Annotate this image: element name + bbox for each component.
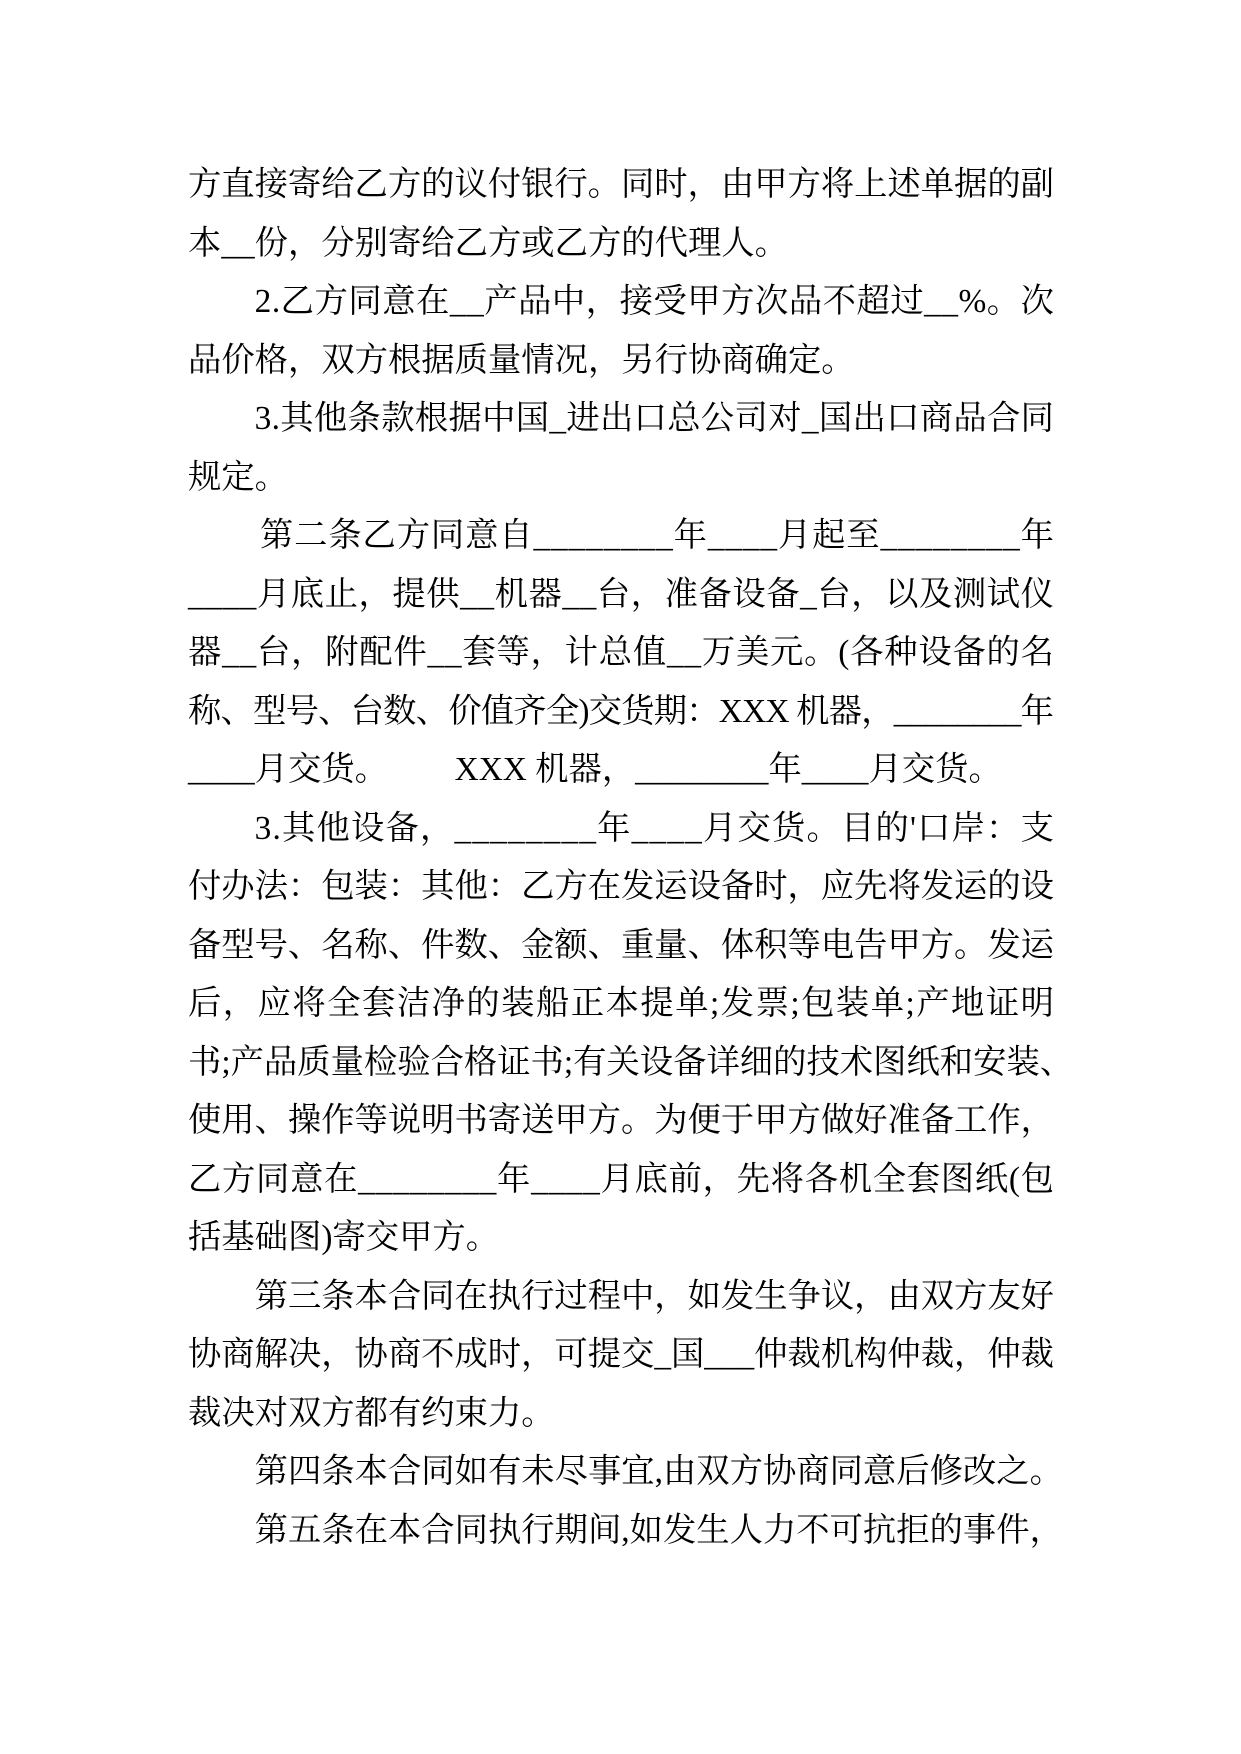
paragraph xyxy=(188,390,1054,507)
paragraph xyxy=(188,800,1074,1268)
text-line: 2.乙方同意在__产品中，接受甲方次品不超过__%。次 xyxy=(254,283,1055,320)
text-line: 第二条乙方同意自________年____月起至________年 xyxy=(260,517,1055,554)
text-line: 括基础图)寄交甲方。 xyxy=(188,1219,500,1256)
paragraph xyxy=(188,507,1054,800)
text-line: 器__台，附配件__套等，计总值__万美元。(各种设备的名 xyxy=(188,634,1055,671)
paragraph xyxy=(188,273,1054,390)
text-line: 书;产品质量检验合格证书;有关设备详细的技术图纸和安装、 xyxy=(188,1043,1074,1081)
text-line: 品价格，双方根据质量情况，另行协商确定。 xyxy=(188,341,855,379)
text-line: 付办法：包装：其他：乙方在发运设备时，应先将发运的设 xyxy=(188,868,1054,905)
text-line: ____月底止，提供__机器__台，准备设备_台，以及测试仪 xyxy=(188,575,1055,613)
paragraph xyxy=(188,1268,1054,1444)
paragraph xyxy=(188,156,1054,273)
text-line: 协商解决，协商不成时，可提交_国___仲裁机构仲裁，仲裁 xyxy=(188,1336,1054,1373)
text-line: 后，应将全套洁净的装船正本提单;发票;包装单;产地证明 xyxy=(188,985,1056,1022)
text-line: 规定。 xyxy=(188,458,288,496)
text-line: ____月交货。 XXX 机器，________年____月交货。 xyxy=(188,751,1002,788)
text-line: 称、型号、台数、价值齐全)交货期：XXX 机器，________年 xyxy=(188,692,1054,730)
text-line: 方直接寄给乙方的议付银行。同时，由甲方将上述单据的副 xyxy=(188,166,1054,203)
text-line: 使用、操作等说明书寄送甲方。为便于甲方做好准备工作， xyxy=(188,1102,1054,1139)
text-line: 裁决对双方都有约束力。 xyxy=(188,1394,555,1432)
text-line: 备型号、名称、件数、金额、重量、体积等电告甲方。发运 xyxy=(188,926,1054,964)
document-body xyxy=(188,156,1074,1560)
text-line: 第五条在本合同执行期间,如发生人力不可抗拒的事件， xyxy=(254,1511,1063,1549)
text-line: 3.其他条款根据中国_进出口总公司对_国出口商品合同 xyxy=(254,400,1055,437)
text-line: 第四条本合同如有未尽事宜,由双方协商同意后修改之。 xyxy=(254,1453,1063,1490)
text-line: 本__份，分别寄给乙方或乙方的代理人。 xyxy=(188,224,788,262)
text-line: 第三条本合同在执行过程中，如发生争议，由双方友好 xyxy=(254,1277,1054,1315)
paragraph xyxy=(188,1502,1063,1561)
paragraph xyxy=(188,1443,1063,1502)
text-line: 3.其他设备，________年____月交货。目的'口岸：支 xyxy=(254,809,1056,847)
text-line: 乙方同意在________年____月底前，先将各机全套图纸(包 xyxy=(188,1160,1055,1198)
